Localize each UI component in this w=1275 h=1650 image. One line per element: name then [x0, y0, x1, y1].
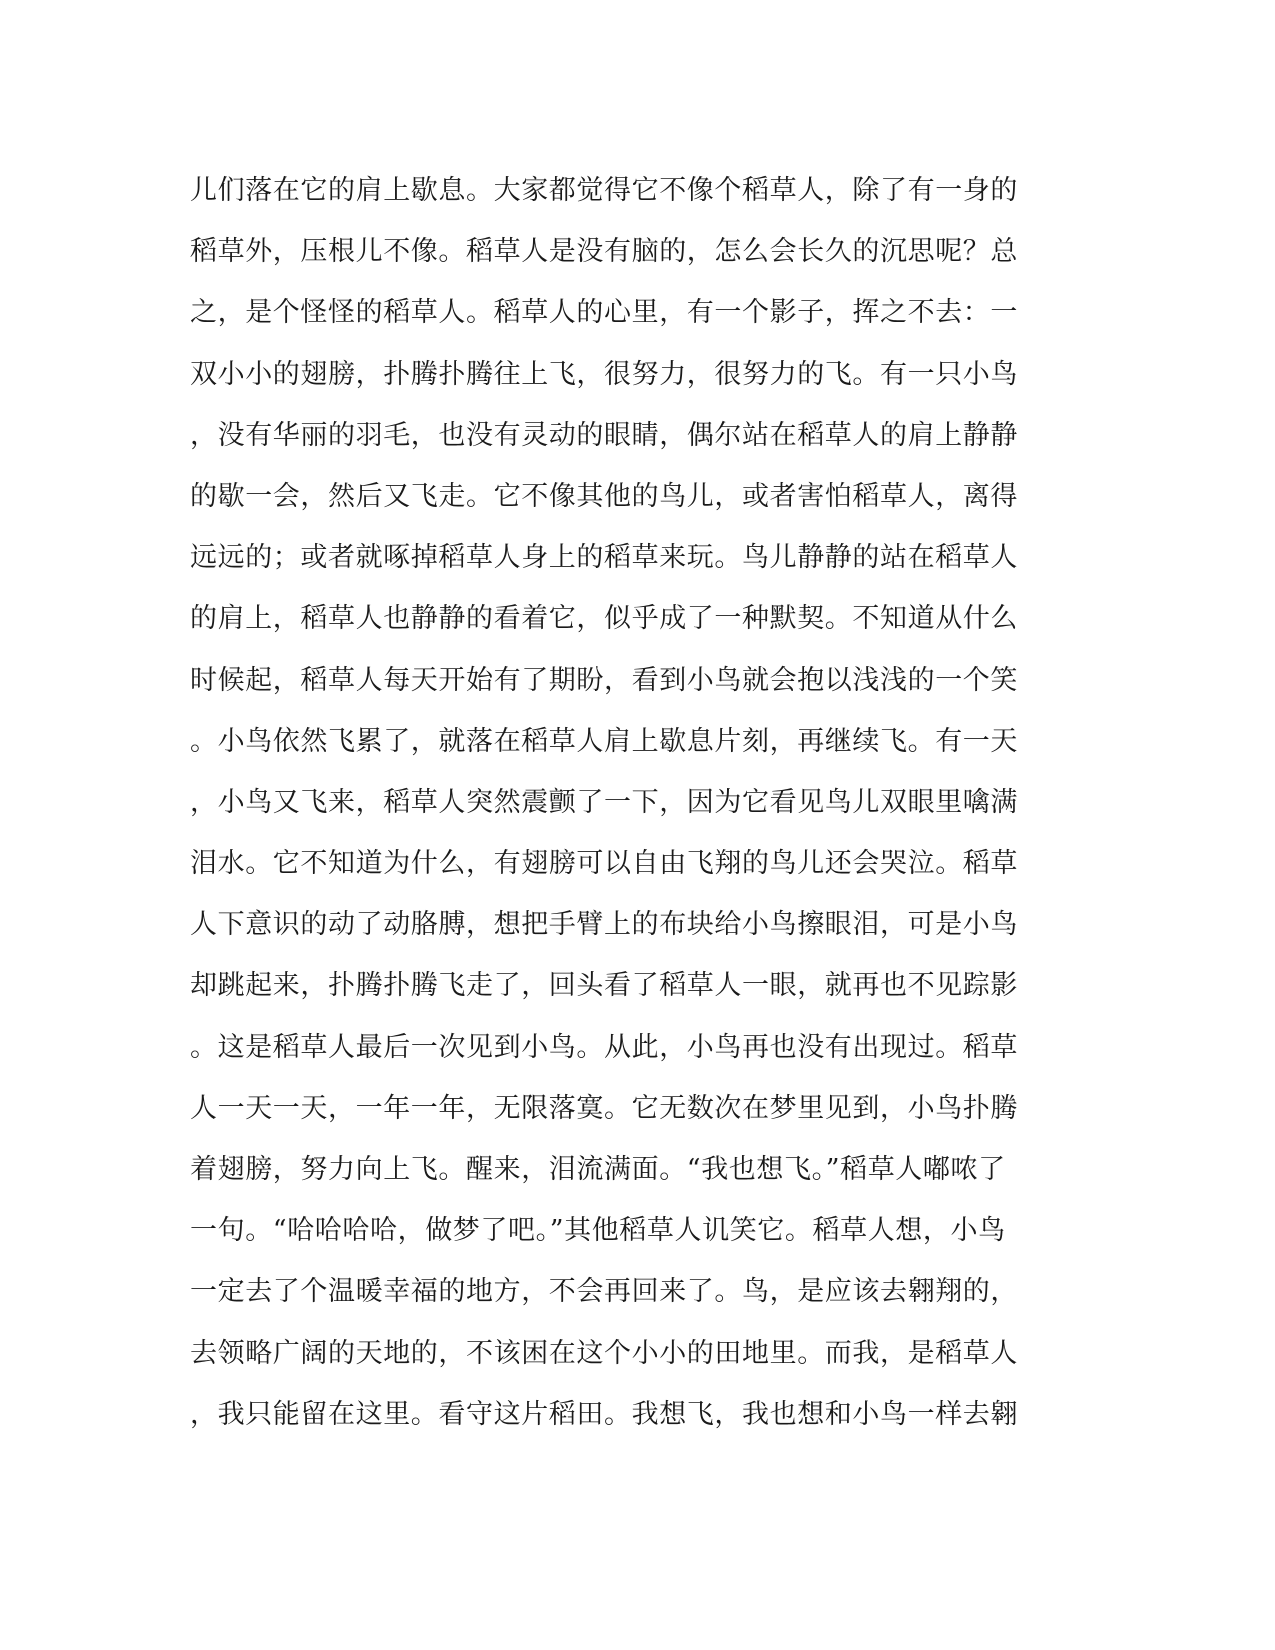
- text-line: 的肩上，稻草人也静静的看着它，似乎成了一种默契。不知道从什么: [190, 603, 1018, 635]
- text-line: 泪水。它不知道为什么，有翅膀可以自由飞翔的鸟儿还会哭泣。稻草: [190, 848, 1018, 880]
- text-line: 的歇一会，然后又飞走。它不像其他的鸟儿，或者害怕稻草人，离得: [190, 480, 1018, 512]
- text-line: 双小小的翅膀，扑腾扑腾往上飞，很努力，很努力的飞。有一只小鸟: [190, 358, 1018, 390]
- text-line: 稻草外，压根儿不像。稻草人是没有脑的，怎么会长久的沉思呢？总: [190, 236, 1018, 268]
- text-line: 着翅膀，努力向上飞。醒来，泪流满面。“我也想飞。”稻草人嘟哝了: [190, 1154, 1006, 1185]
- text-line: 。这是稻草人最后一次见到小鸟。从此，小鸟再也没有出现过。稻草: [190, 1031, 1018, 1063]
- body-text: [190, 160, 1070, 1445]
- text-line: ，我只能留在这里。看守这片稻田。我想飞，我也想和小鸟一样去翱: [190, 1398, 1018, 1430]
- text-line: 一句。“哈哈哈哈，做梦了吧。”其他稻草人讥笑它。稻草人想，小鸟: [190, 1215, 1006, 1247]
- text-line: 儿们落在它的肩上歇息。大家都觉得它不像个稻草人，除了有一身的: [190, 175, 1018, 206]
- text-line: 人下意识的动了动胳膊，想把手臂上的布块给小鸟擦眼泪，可是小鸟: [190, 909, 1018, 941]
- text-line: 却跳起来，扑腾扑腾飞走了，回头看了稻草人一眼，就再也不见踪影: [190, 970, 1018, 1002]
- text-line: 远远的；或者就啄掉稻草人身上的稻草来玩。鸟儿静静的站在稻草人: [190, 542, 1018, 574]
- text-line: 人一天一天，一年一年，无限落寞。它无数次在梦里见到，小鸟扑腾: [190, 1092, 1018, 1124]
- text-line: ，没有华丽的羽毛，也没有灵动的眼睛，偶尔站在稻草人的肩上静静: [190, 419, 1018, 451]
- text-line: 。小鸟依然飞累了，就落在稻草人肩上歇息片刻，再继续飞。有一天: [190, 725, 1018, 757]
- text-line: 去领略广阔的天地的，不该困在这个小小的田地里。而我，是稻草人: [190, 1337, 1018, 1369]
- text-line: ，小鸟又飞来，稻草人突然震颤了一下，因为它看见鸟儿双眼里噙满: [190, 786, 1018, 818]
- text-line: 时候起，稻草人每天开始有了期盼，看到小鸟就会抱以浅浅的一个笑: [190, 664, 1018, 696]
- text-line: 一定去了个温暖幸福的地方，不会再回来了。鸟，是应该去翱翔的，: [190, 1276, 1018, 1308]
- text-line: 之，是个怪怪的稻草人。稻草人的心里，有一个影子，挥之不去：一: [190, 297, 1018, 329]
